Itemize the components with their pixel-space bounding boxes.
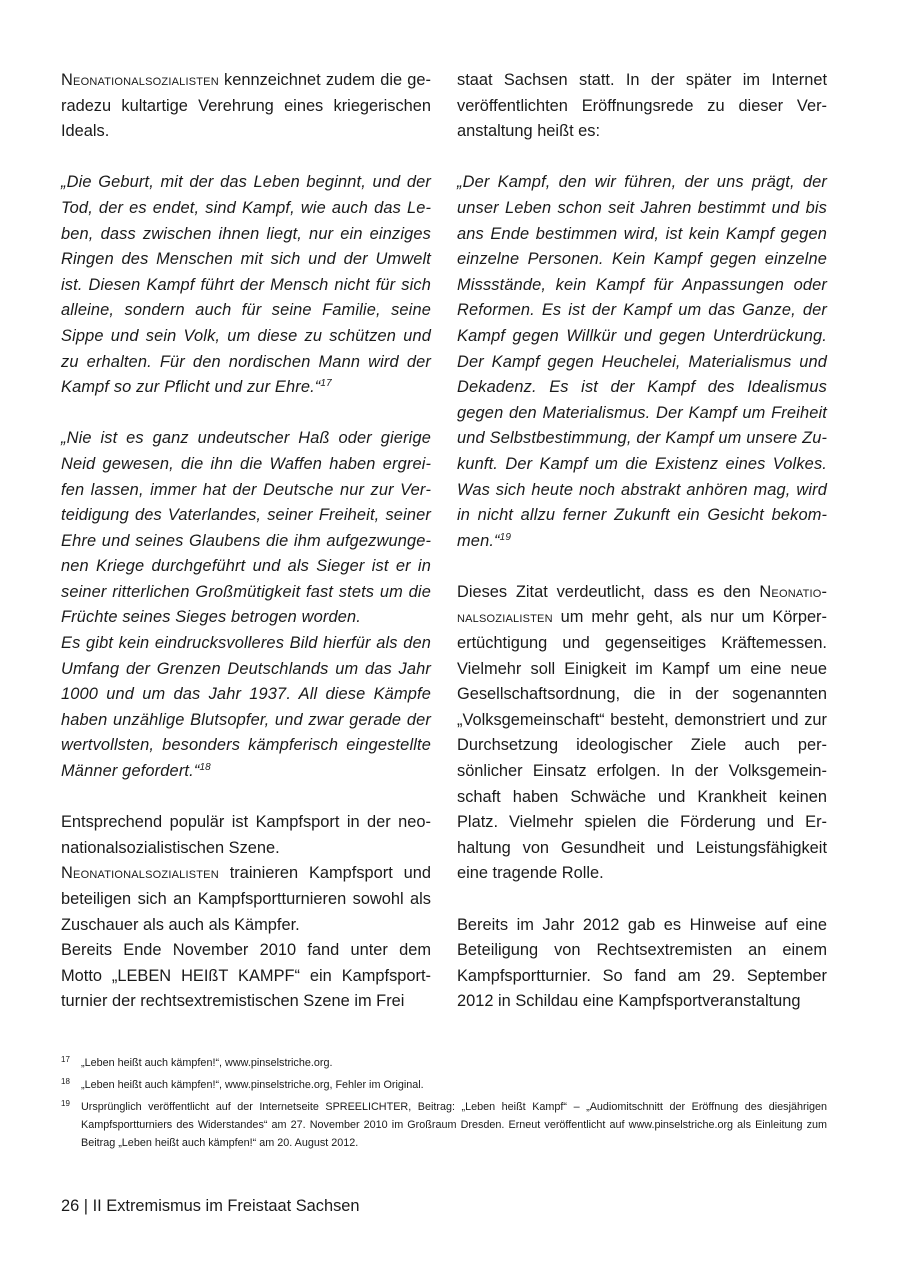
footnote-ref-19[interactable]: 19 (499, 531, 512, 543)
term-neonationalsozialisten: Neonationalsozialisten (61, 864, 219, 883)
footnote-ref-17[interactable]: 17 (320, 378, 332, 390)
body-paragraph: Neonationalsozialisten trainieren Kampfsport und beteiligen sich an Kampfsportturnieren sowohl als Zuschauer als auch als Kämpfer. (61, 864, 431, 934)
footnote-number: 18 (61, 1077, 70, 1086)
body-paragraph: Dieses Zitat verdeutlicht, dass es den Neonationalsozialisten um mehr geht, als nur um Körperertüchtigung und gegenseitiges Kräftemessen. Vielmehr soll Einigkeit im Kampf um eine neue Gesellschaftsordnung, die in der sogenannten „Volksgemeinschaft“ besteht, demonstriert und zur Durchsetzung ideologischer Ziele auch persönlicher Einsatz erfolgen. In der Volksgemeinschaft haben Schwäche und Krankheit keinen Platz. Vielmehr spielen die Förderung und Erhaltung von Gesundheit und Leistungsfähigkeit eine tragende Rolle. (457, 582, 827, 883)
footnote-number: 19 (61, 1099, 70, 1108)
footnotes (61, 1054, 827, 1156)
footnote-ref-18[interactable]: 18 (199, 762, 211, 774)
footnote-text: Ursprünglich veröffentlicht auf der Internetseite SPREELICHTER, Beitrag: „Leben heißt Kampf“ – „Audiomitschnitt der Eröffnung des diesjährigen Kampfsportturniers des Widerstandes“ am 27. November 2010 im Großraum Dresden. Erneut veröffentlicht auf www.pinselstriche.org als Einleitung zum Beitrag „Leben heißt auch kämpfen!“ am 20. August 2012. (81, 1101, 827, 1149)
term-neonationalsozialisten: Neonationalsozialisten (457, 582, 827, 627)
quote-17: „Die Geburt, mit der das Leben beginnt, und der Tod, der es endet, sind Kampf, wie auch das Leben, dass zwischen ihnen liegt, nur ein einziges Ringen des Menschen mit sich und der Umwelt ist. Diesen Kampf führt der Mensch nicht für sich alleine, sondern auch für seine Familie, seine Sippe und sein Volk, um diese zu schützen und zu erhalten. Für den nordischen Mann wird der Kampf so zur Pflicht und zur Ehre.“$^{17}$ (61, 173, 431, 397)
footnote-18 (61, 1076, 827, 1094)
right-text-column (457, 68, 827, 1015)
footnote-number: 17 (61, 1055, 70, 1064)
intro-paragraph: Neonationalsozialisten kennzeichnet zudem die geradezu kultartige Verehrung eines kriegerischen Ideals. (61, 71, 431, 141)
body-paragraph: Bereits im Jahr 2012 gab es Hinweise auf eine Beteiligung von Rechtsextremisten an einem Kampfsportturnier. So fand am 29. September 2012 in Schildau eine Kampfsportveranstaltung (457, 915, 827, 1011)
footnote-19 (61, 1098, 827, 1152)
quote-18-part-2: Es gibt kein eindrucksvolleres Bild hierfür als den Umfang der Grenzen Deutschlands um das Jahr 1000 und um das Jahr 1937. All diese Kämpfe haben unzählige Blutsopfer, und zwar gerade der wertvollsten, besonders kämpferisch eingestellte Männer gefordert.“$^{18}$ (61, 634, 431, 781)
term-neonationalsozialisten: Neonationalsozialisten (61, 71, 219, 89)
footnote-text: „Leben heißt auch kämpfen!“, www.pinselstriche.org, Fehler im Original. (81, 1079, 424, 1091)
body-paragraph: staat Sachsen statt. In der später im Internet veröffentlichten Eröffnungsrede zu dieser Veranstaltung heißt es: (457, 71, 827, 141)
body-paragraph: Entsprechend populär ist Kampfsport in der neonationalsozialistischen Szene. (61, 813, 431, 857)
quote-19: „Der Kampf, den wir führen, der uns prägt, der unser Leben schon seit Jahren bestimmt und bis ans Ende bestimmen wird, ist kein Kampf gegen einzelne Personen. Kein Kampf gegen einzelne Missstände, kein Kampf für Anpassungen oder Reformen. Es ist der Kampf um das Ganze, der Kampf gegen Willkür und gegen Unterdrückung. Der Kampf gegen Heuchelei, Materialismus und Dekadenz. Es ist der Kampf des Idealismus gegen den Materialismus. Der Kampf um Freiheit und Selbstbestimmung, der Kampf um unsere Zukunft. Der Kampf um die Existenz eines Volkes. Was sich heute noch abstrakt anhören mag, wird in nicht allzu ferner Zukunft ein Gesicht bekommen.“$^{19}$ (457, 173, 827, 550)
footer-separator: | (83, 1197, 89, 1215)
page-footer (61, 1194, 360, 1218)
quote-18-part-1: „Nie ist es ganz undeutscher Haß oder gierige Neid gewesen, die ihn die Waffen haben ergreifen lassen, immer hat der Deutsche nur zur Verteidigung des Vaterlandes, seiner Freiheit, seiner Ehre und seines Glaubens die ihm aufgezwungenen Kriege durchgeführt und als Sieger ist er in seiner ritterlichen Großmütigkeit fast stets um die Früchte seines Sieges betrogen worden. (61, 429, 431, 627)
footnote-text: „Leben heißt auch kämpfen!“, www.pinselstriche.org. (81, 1057, 333, 1069)
footnote-17 (61, 1054, 827, 1072)
body-paragraph: Bereits Ende November 2010 fand unter dem Motto „LEBEN HEIßT KAMPF“ ein Kampfsportturnier der rechtsextremistischen Szene im Frei (61, 941, 431, 1011)
chapter-title: II Extremismus im Freistaat Sachsen (92, 1197, 360, 1215)
left-text-column (61, 68, 431, 1015)
page-number: 26 (61, 1197, 80, 1215)
